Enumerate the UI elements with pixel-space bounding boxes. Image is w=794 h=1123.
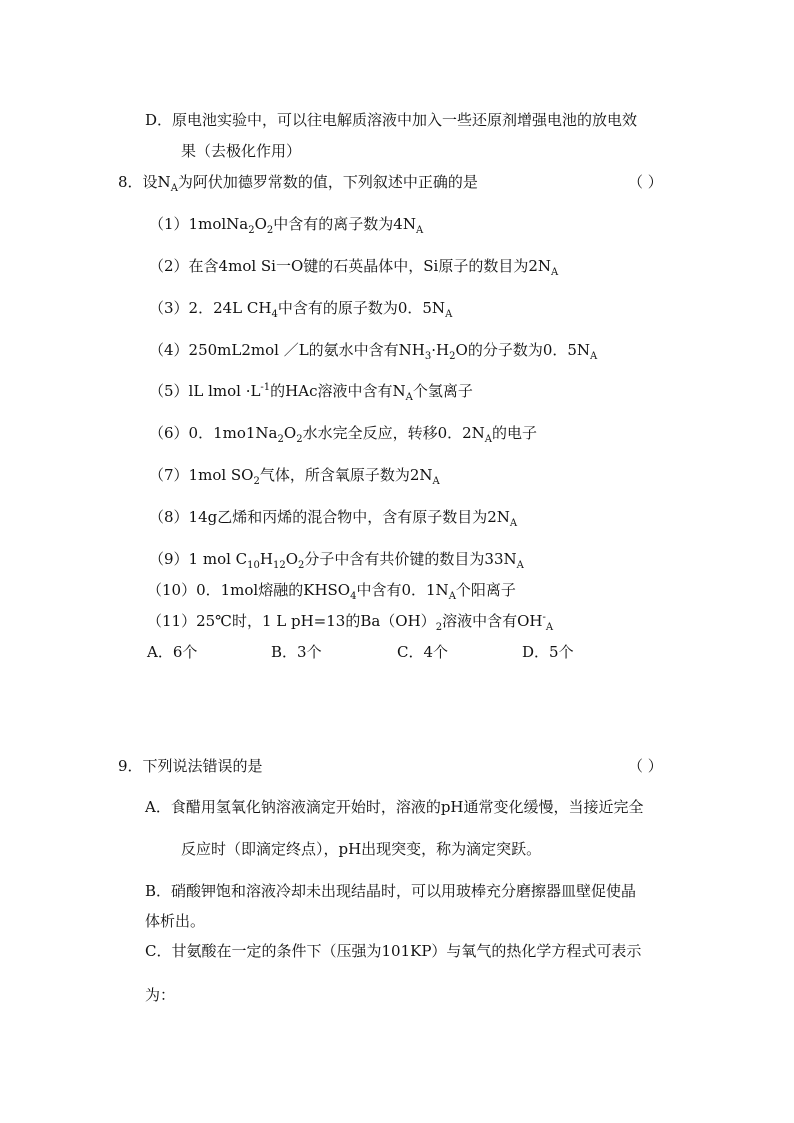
q8-statement-text: A <box>432 476 440 487</box>
q8-statement-text: 的HAc溶液中含有N <box>270 382 406 400</box>
q9-option-b-line1: B．硝酸钾饱和溶液冷却未出现结晶时，可以用玻棒充分磨擦器皿壁促使晶 <box>145 882 637 900</box>
q8-answer-blank: （ ） <box>628 173 663 191</box>
q8-statement-text: A <box>590 351 598 362</box>
q8-statement-text: 2 <box>296 434 303 445</box>
q8-statement-text: 2 <box>277 434 284 445</box>
q9-stem <box>118 756 263 776</box>
q9-answer-blank: （ ） <box>628 757 663 775</box>
q8-statement-text: 14g乙烯和丙烯的混合物中，含有原子数目为2N <box>188 508 510 526</box>
q8-statement-text: 个阳离子 <box>455 581 516 599</box>
q8-statement-text: 分子中含有共价键的数目为33N <box>304 550 517 568</box>
q7-option-d-line2: 果（去极化作用） <box>181 142 302 160</box>
q8-option-a: A．6个 <box>147 643 198 661</box>
q8-statement-text: O <box>285 550 299 568</box>
q9-option-a-line2: 反应时（即滴定终点），pH出现突变，称为滴定突跃。 <box>181 840 542 858</box>
q8-statement-number: （5） <box>149 382 189 400</box>
q8-statement-text: 2．24L CH <box>188 299 272 317</box>
q8-statement-number: （8） <box>149 508 189 526</box>
q9-option-a-line1: A．食醋用氢氧化钠溶液滴定开始时，溶液的pH通常变化缓慢，当接近完全 <box>145 798 644 816</box>
q8-statement-text: 2 <box>449 351 456 362</box>
q8-statement-number: （10） <box>147 581 197 599</box>
q8-statement-text: 水水完全反应，转移0．2N <box>302 424 485 442</box>
q8-statement-text: 个氢离子 <box>412 382 473 400</box>
q8-statement-text: 4 <box>271 309 278 320</box>
q8-statement-text: A <box>445 309 453 320</box>
q8-statement-text: -1 <box>260 382 271 393</box>
q8-option-c: C．4个 <box>397 643 449 661</box>
q8-statement-number: （11） <box>147 612 197 630</box>
q8-option-d: D．5个 <box>522 643 574 661</box>
q8-statement-text: 0．1mo1Na <box>188 424 278 442</box>
q8-statement-number: （2） <box>149 257 189 275</box>
q8-statement-text: 溶液中含有OH <box>442 612 543 630</box>
q8-statement-number: （9） <box>149 550 189 568</box>
q8-statement-number: （7） <box>149 466 189 484</box>
q7-option-d-line1: D．原电池实验中，可以往电解质溶液中加入一些还原剂增强电池的放电效 <box>145 111 638 129</box>
q8-statement-text: O <box>283 424 297 442</box>
q8-statement-text: A <box>415 225 424 236</box>
q8-statement <box>149 381 473 401</box>
q9-stem-text: 下列说法错误的是 <box>142 757 263 775</box>
q8-statement-text: A <box>509 518 518 529</box>
q8-statement-text: 1molNa <box>188 215 249 233</box>
q8-number: 8． <box>118 173 143 191</box>
q8-statement-number: （1） <box>149 215 189 233</box>
q8-statement-text: 气体，所含氧原子数为2N <box>259 466 433 484</box>
q9-option-c-line2: 为： <box>145 986 176 1004</box>
q8-statement-text: O的分子数为0．5N <box>455 341 591 359</box>
q8-statement-text: lL lmol ·L <box>188 382 261 400</box>
q8-option-b: B．3个 <box>271 643 322 661</box>
q9-option-b-line2: 体析出。 <box>145 912 206 930</box>
q8-statement-text: 3 <box>424 351 432 362</box>
q8-statement <box>149 507 517 527</box>
q8-stem <box>118 172 478 192</box>
q8-statement <box>149 340 597 360</box>
q8-statement-text: 1mol SO <box>188 466 254 484</box>
q8-statement-text: A <box>516 560 524 571</box>
q8-statement-text: A <box>448 591 456 602</box>
q8-statement-number: （3） <box>149 299 189 317</box>
q8-statement-text: O <box>254 215 267 233</box>
q8-stem-pre: 设N <box>142 173 171 191</box>
q8-statement <box>149 298 452 318</box>
q8-statement-text: 中含有的原子数为0．5N <box>277 299 446 317</box>
q8-statement-text: 在含4mol Si一O键的石英晶体中，Si原子的数目为2N <box>188 257 552 275</box>
q8-statement-text: 的电子 <box>492 424 538 442</box>
q9-number: 9． <box>118 757 143 775</box>
q9-option-c-line1: C．甘氨酸在一定的条件下（压强为101KP）与氧气的热化学方程式可表示 <box>145 942 642 960</box>
q8-statement-text: A <box>545 622 554 633</box>
q8-statement-text: - <box>542 612 546 623</box>
q8-statement-text: 中含有的离子数为4N <box>273 215 416 233</box>
q8-statement <box>149 465 440 485</box>
q8-statement-text: A <box>551 267 559 278</box>
q8-statement-text: A <box>484 434 493 445</box>
q8-statement-number: （6） <box>149 424 189 442</box>
q8-statement-text: ·H <box>431 341 450 359</box>
q8-stem-sub: A <box>170 183 178 194</box>
q8-statement-text: 12 <box>272 560 286 571</box>
q8-statement <box>147 611 553 631</box>
q8-statement-text: 2 <box>298 560 305 571</box>
q8-statement <box>149 214 423 234</box>
q8-statement-text: H <box>259 550 273 568</box>
q8-statement <box>149 256 558 276</box>
q8-statement-text: 2 <box>435 622 443 633</box>
q8-statement-text: A <box>405 392 413 403</box>
q8-statement-text: 2 <box>248 225 255 236</box>
q8-statement-text: 中含有0．1N <box>356 581 449 599</box>
q8-statement <box>149 549 524 569</box>
q8-statement-number: （4） <box>149 341 189 359</box>
q8-statement-text: 2 <box>253 476 260 487</box>
q8-statement <box>149 423 537 443</box>
q8-statement-text: 0．1mol熔融的KHSO <box>196 581 351 599</box>
q8-statement-text: 10 <box>247 560 260 571</box>
q8-stem-post: 为阿伏加德罗常数的值，下列叙述中正确的是 <box>177 173 478 191</box>
q8-statement-text: 4 <box>350 591 357 602</box>
q8-statement-text: 25℃时，1 L pH=13的Ba（OH） <box>196 612 436 630</box>
q8-statement-text: 250mL2mol ／L的氨水中含有NH <box>188 341 425 359</box>
q8-statement <box>147 580 516 600</box>
q8-statement-text: 1 mol C <box>188 550 248 568</box>
q8-statement-text: 2 <box>266 225 274 236</box>
